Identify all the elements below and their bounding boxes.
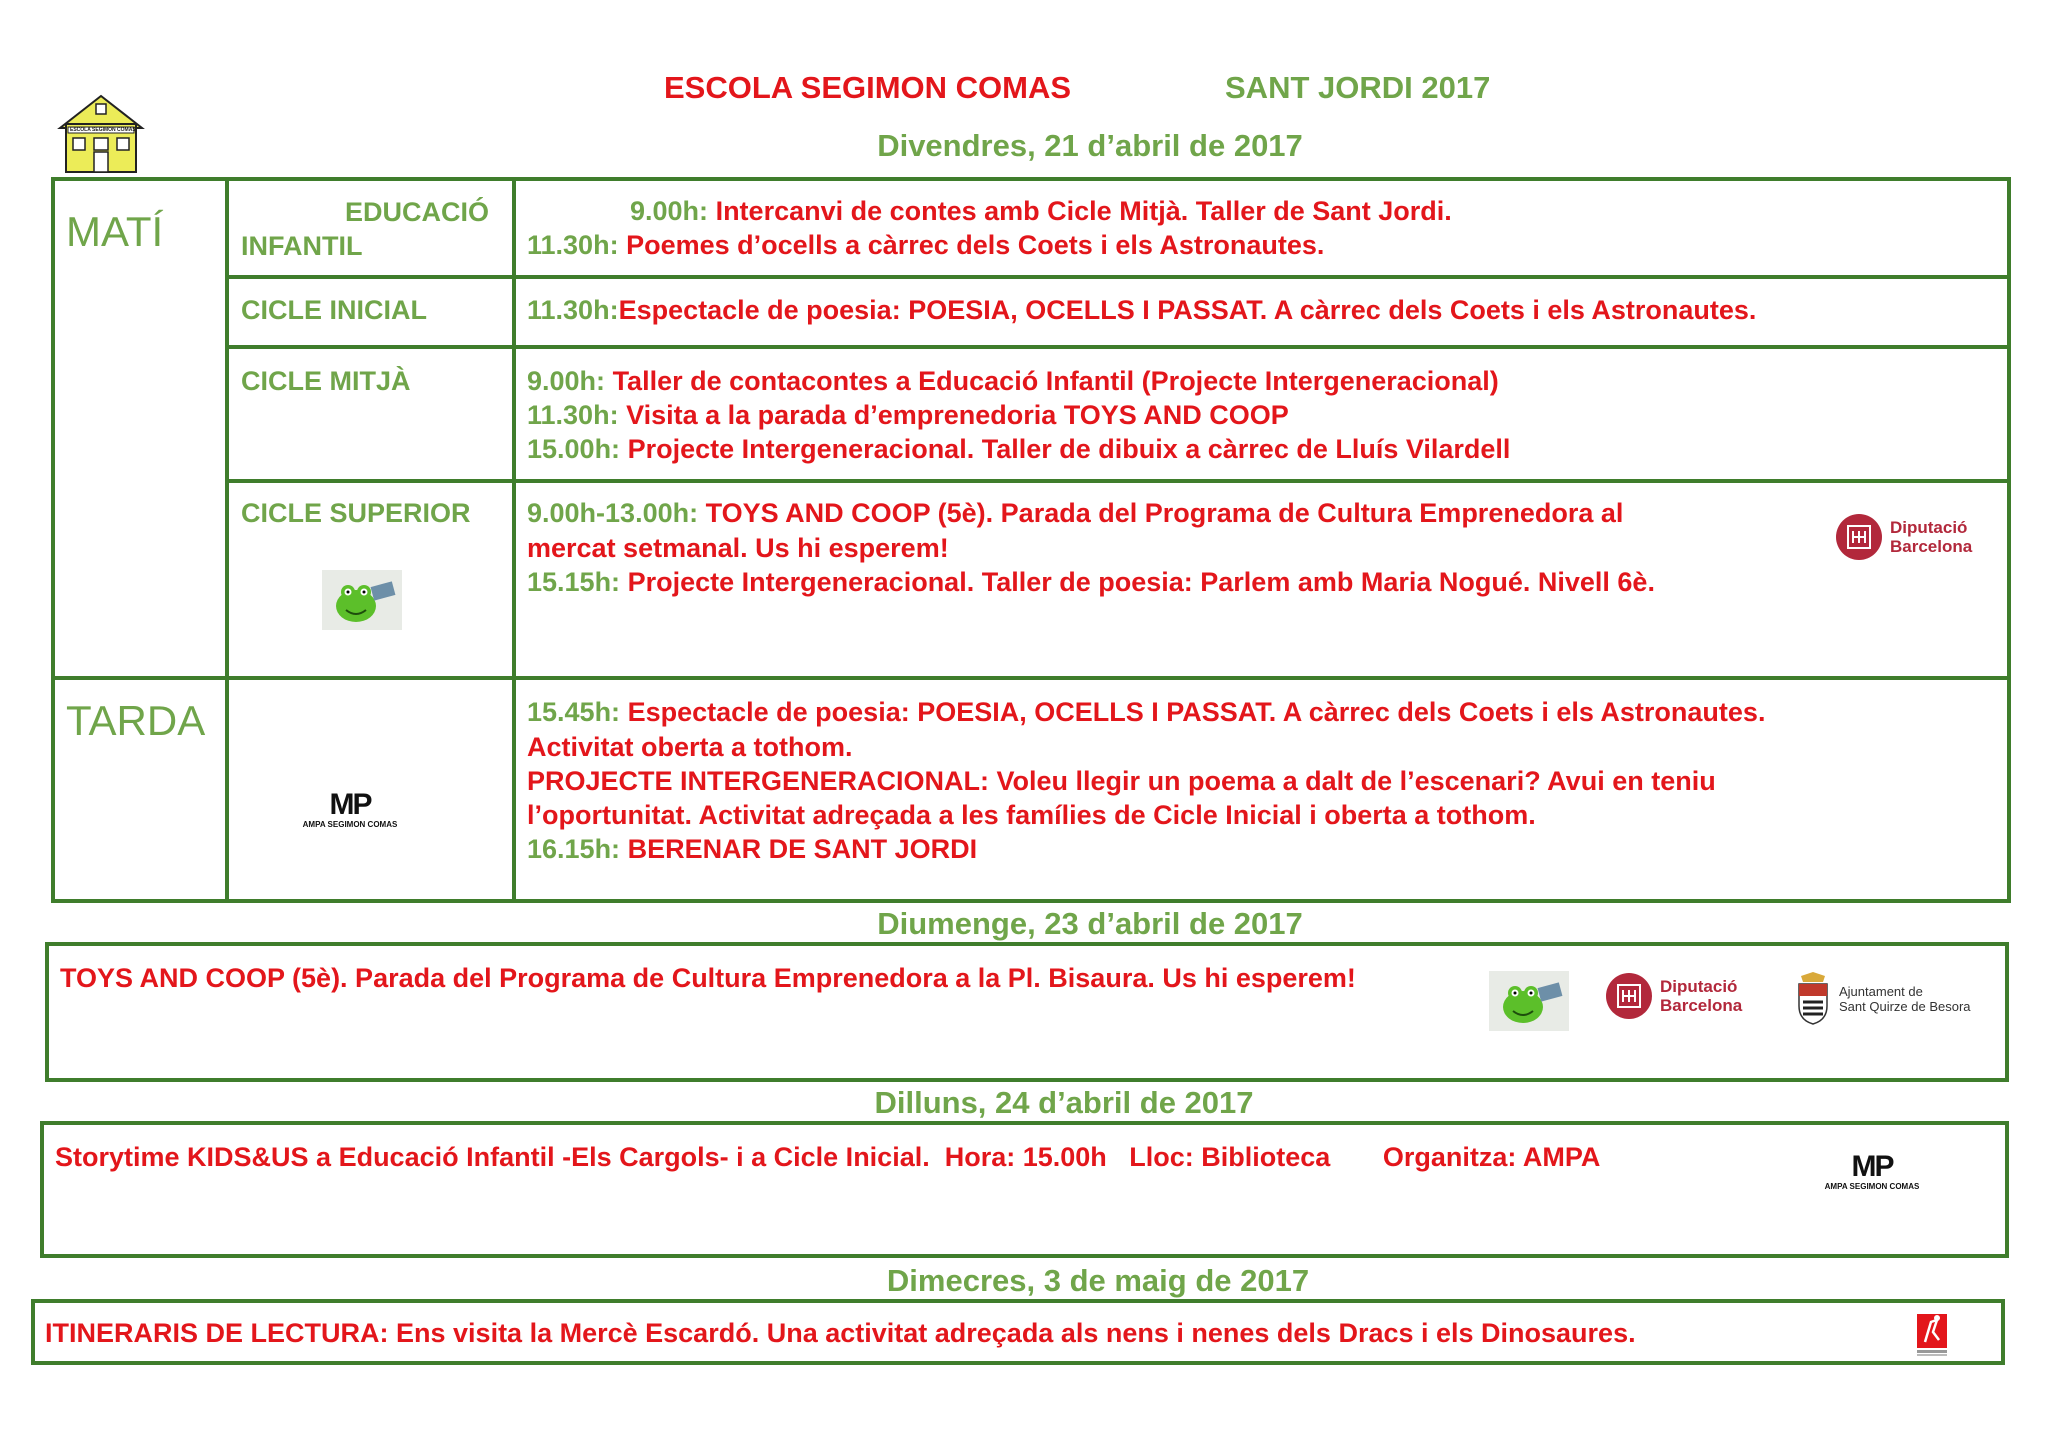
schedule-line: 11.30h: Visita a la parada d’emprenedoria TOYS AND COOP: [527, 400, 1289, 430]
ampa-sub: AMPA SEGIMON COMAS: [302, 820, 398, 829]
schedule-line: 15.45h: Espectacle de poesia: POESIA, OCELLS I PASSAT. A càrrec dels Coets i els Astronautes.: [527, 697, 1766, 727]
schedule-line: 15.15h: Projecte Intergeneracional. Taller de poesia: Parlem amb Maria Nogué. Nivell 6è.: [527, 567, 1655, 597]
ampa-mark: MP: [329, 788, 371, 821]
ajuntament-logo: [1795, 972, 1971, 1026]
cycle-label: INFANTIL: [241, 231, 363, 261]
diputacio-emblem-icon: [1836, 514, 1882, 560]
diputacio-line1: Diputació: [1890, 518, 1968, 537]
diputacio-line2: Barcelona: [1890, 537, 1973, 556]
wednesday-date: Dimecres, 3 de maig de 2017: [886, 1263, 1310, 1298]
schedule-line: l’oportunitat. Activitat adreçada a les famílies de Cicle Inicial i oberta a tothom.: [527, 800, 1536, 830]
wednesday-text: [45, 1318, 1636, 1349]
toys-and-coop-logo: [1489, 971, 1569, 1031]
wednesday-desc: Ens visita la Mercè Escardó. Una activitat adreçada als nens i nenes dels Dracs i els Dinosaures.: [396, 1318, 1636, 1348]
diputacio-logo: [1606, 973, 1742, 1019]
schedule-line: 11.30h:Espectacle de poesia: POESIA, OCELLS I PASSAT. A càrrec dels Coets i els Astronautes.: [527, 295, 1757, 325]
ampa-logo: [1822, 1152, 1922, 1191]
ajuntament-line1: Ajuntament de: [1839, 984, 1923, 999]
school-title: ESCOLA SEGIMON COMAS: [664, 70, 1072, 105]
school-logo-text: ESCOLA SEGIMON COMAS: [70, 127, 136, 133]
diputacio-line2: Barcelona: [1660, 996, 1743, 1015]
ampa-logo: [300, 790, 400, 829]
monday-date: Dilluns, 24 d’abril de 2017: [874, 1085, 1254, 1120]
schedule-line: 15.00h: Projecte Intergeneracional. Taller de dibuix a càrrec de Lluís Vilardell: [527, 434, 1511, 464]
sunday-text: TOYS AND COOP (5è). Parada del Programa de Cultura Emprenedora a la Pl. Bisaura. Us hi esperem!: [60, 963, 1356, 993]
cycle-label: CICLE SUPERIOR: [241, 498, 471, 528]
schedule-line: 16.15h: BERENAR DE SANT JORDI: [527, 834, 978, 864]
ampa-mark: MP: [1851, 1150, 1893, 1183]
coat-of-arms-icon: [1795, 972, 1831, 1026]
schedule-line: 9.00h: Taller de contacontes a Educació Infantil (Projecte Intergeneracional): [527, 366, 1499, 396]
schedule-line: Activitat oberta a tothom.: [527, 732, 853, 762]
diputacio-line1: Diputació: [1660, 977, 1738, 996]
schedule-line: 9.00h: Intercanvi de contes amb Cicle Mitjà. Taller de Sant Jordi.: [630, 196, 1452, 226]
cycle-label: CICLE INICIAL: [241, 295, 427, 325]
reading-logo: [1915, 1312, 1949, 1358]
sunday-date: Diumenge, 23 d’abril de 2017: [877, 906, 1303, 941]
diputacio-emblem-icon: [1606, 973, 1652, 1019]
monday-text: Storytime KIDS&US a Educació Infantil -Els Cargols- i a Cicle Inicial. Hora: 15.00h Lloc: Biblioteca Organitza: AMPA: [55, 1142, 1601, 1172]
cycle-label: EDUCACIÓ: [345, 197, 490, 227]
friday-date: Divendres, 21 d’abril de 2017: [877, 128, 1303, 163]
schedule-line: 11.30h: Poemes d’ocells a càrrec dels Coets i els Astronautes.: [527, 230, 1325, 260]
house-icon: [56, 92, 146, 176]
cycle-label: CICLE MITJÀ: [241, 366, 411, 396]
wednesday-label: ITINERARIS DE LECTURA:: [45, 1318, 389, 1348]
school-logo: [56, 92, 146, 176]
mati-label: MATÍ: [66, 208, 164, 255]
ampa-sub: AMPA SEGIMON COMAS: [1824, 1182, 1920, 1191]
reader-figure-icon: [1915, 1312, 1949, 1358]
schedule-line: mercat setmanal. Us hi esperem!: [527, 533, 949, 563]
frog-icon: [322, 570, 402, 630]
ajuntament-line2: Sant Quirze de Besora: [1839, 999, 1971, 1014]
schedule-line: 9.00h-13.00h: TOYS AND COOP (5è). Parada del Programa de Cultura Emprenedora al: [527, 498, 1624, 528]
frog-icon: [1489, 971, 1569, 1031]
toys-and-coop-logo: [322, 570, 402, 630]
diputacio-logo: [1836, 514, 1972, 560]
tarda-label: TARDA: [66, 697, 206, 744]
schedule-line: PROJECTE INTERGENERACIONAL: Voleu llegir un poema a dalt de l’escenari? Avui en teniu: [527, 766, 1716, 796]
event-title: SANT JORDI 2017: [1225, 70, 1491, 105]
